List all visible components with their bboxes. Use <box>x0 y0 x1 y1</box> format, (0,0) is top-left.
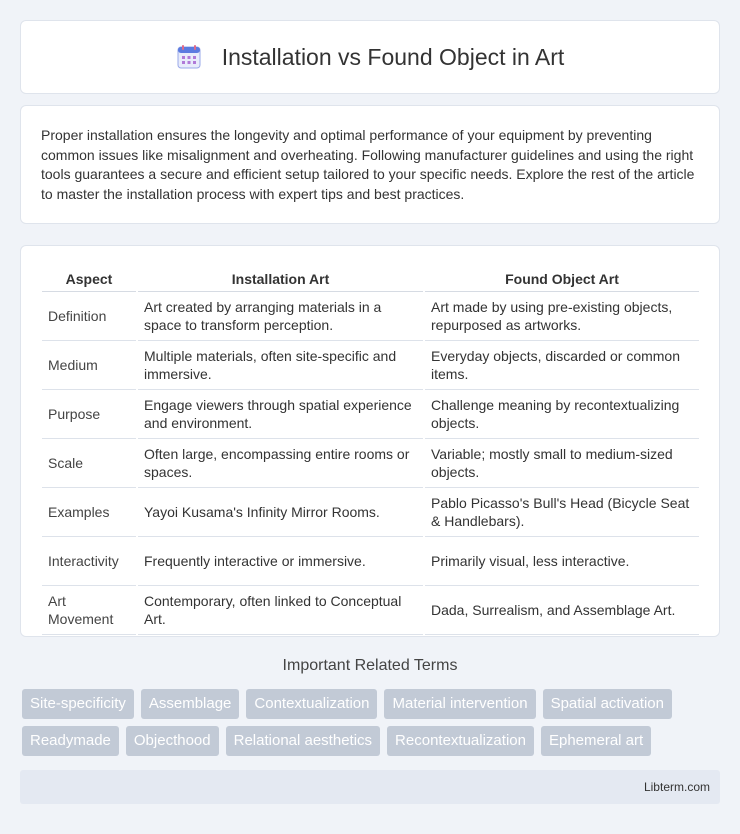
found-object-cell: Everyday objects, discarded or common items. <box>425 341 699 390</box>
aspect-cell: Purpose <box>42 390 136 439</box>
aspect-cell: Scale <box>42 439 136 488</box>
term-tag[interactable]: Recontextualization <box>387 726 534 756</box>
term-tag[interactable]: Relational aesthetics <box>226 726 380 756</box>
installation-cell: Often large, encompassing entire rooms or spaces. <box>138 439 423 488</box>
table-row <box>42 439 699 488</box>
found-object-cell: Variable; mostly small to medium-sized objects. <box>425 439 699 488</box>
installation-cell: Frequently interactive or immersive. <box>138 537 423 586</box>
intro-card <box>20 105 720 224</box>
table-row <box>42 341 699 390</box>
aspect-cell: Medium <box>42 341 136 390</box>
footer <box>20 770 720 804</box>
term-tag[interactable]: Assemblage <box>141 689 240 719</box>
related-terms-row <box>22 726 722 756</box>
term-tag[interactable]: Material intervention <box>384 689 535 719</box>
term-tag[interactable]: Spatial activation <box>543 689 672 719</box>
found-object-cell: Primarily visual, less interactive. <box>425 537 699 586</box>
table-row <box>42 488 699 537</box>
column-header-aspect: Aspect <box>42 266 136 292</box>
column-header-installation: Installation Art <box>138 266 423 292</box>
page-title: Installation vs Found Object in Art <box>221 43 565 70</box>
installation-cell: Engage viewers through spatial experience and environment. <box>138 390 423 439</box>
found-object-cell: Dada, Surrealism, and Assemblage Art. <box>425 586 699 635</box>
related-terms-title: Important Related Terms <box>282 657 458 674</box>
footer-site-link[interactable]: Libterm.com <box>643 780 710 794</box>
aspect-cell: Definition <box>42 292 136 341</box>
term-tag[interactable]: Ephemeral art <box>541 726 651 756</box>
comparison-table <box>40 266 701 635</box>
header-card <box>20 20 720 94</box>
installation-cell: Yayoi Kusama's Infinity Mirror Rooms. <box>138 488 423 537</box>
comparison-table-card <box>20 245 720 637</box>
term-tag[interactable]: Contextualization <box>246 689 377 719</box>
term-tag[interactable]: Site-specificity <box>22 689 134 719</box>
table-row <box>42 292 699 341</box>
installation-cell: Contemporary, often linked to Conceptual Art. <box>138 586 423 635</box>
aspect-cell: Interactivity <box>42 537 136 586</box>
found-object-cell: Challenge meaning by recontextualizing objects. <box>425 390 699 439</box>
table-row <box>42 537 699 586</box>
related-terms-row <box>22 689 722 719</box>
table-header-row <box>42 266 699 292</box>
column-header-found-object: Found Object Art <box>425 266 699 292</box>
installation-cell: Multiple materials, often site-specific and immersive. <box>138 341 423 390</box>
installation-cell: Art created by arranging materials in a space to transform perception. <box>138 292 423 341</box>
intro-text: Proper installation ensures the longevity and optimal performance of your equipment by preventing common issues like misalignment and overheating. Following manufacturer guidelines and using the right tools guarantees a secure and efficient setup tailored to your specific needs. Explore the rest of the article to master the installation process with expert tips and best practices. <box>41 127 695 202</box>
found-object-cell: Pablo Picasso's Bull's Head (Bicycle Seat & Handlebars). <box>425 488 699 537</box>
calendar-icon <box>176 44 202 70</box>
aspect-cell: Art Movement <box>42 586 136 635</box>
table-row <box>42 390 699 439</box>
found-object-cell: Art made by using pre-existing objects, repurposed as artworks. <box>425 292 699 341</box>
term-tag[interactable]: Readymade <box>22 726 119 756</box>
term-tag[interactable]: Objecthood <box>126 726 219 756</box>
related-terms <box>22 689 722 763</box>
table-row <box>42 586 699 635</box>
aspect-cell: Examples <box>42 488 136 537</box>
